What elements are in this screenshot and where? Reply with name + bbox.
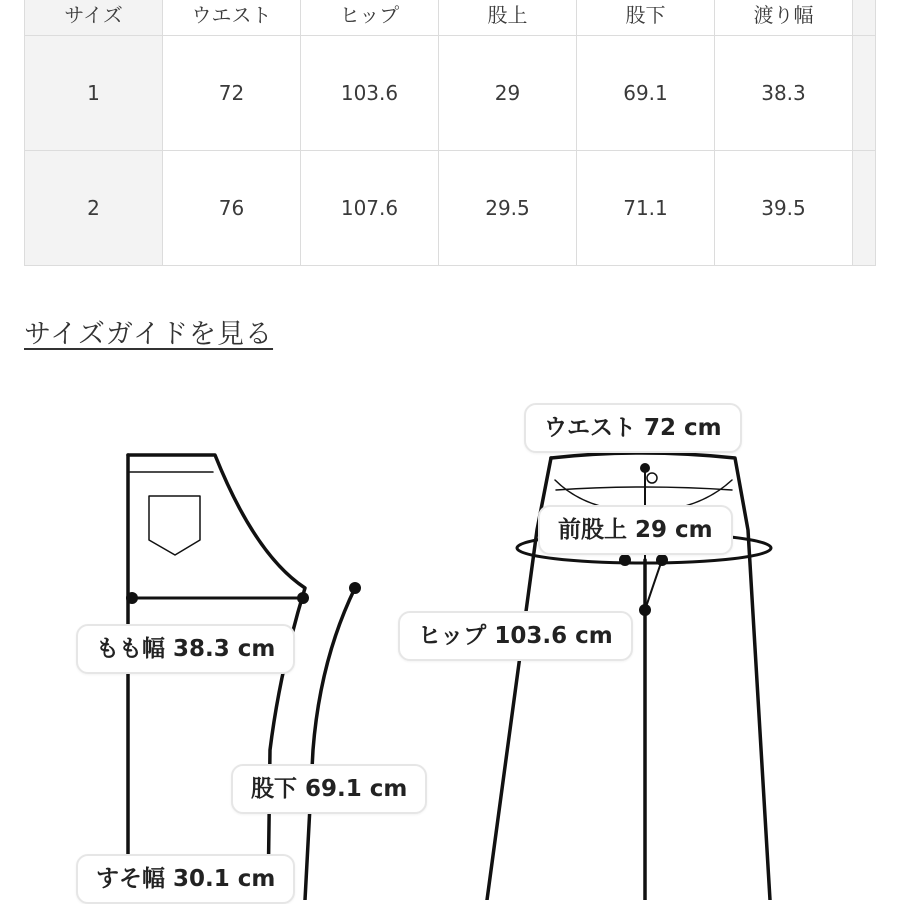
table-cell: 29.5 [439, 151, 577, 266]
header-waist-label: ウエスト [191, 3, 272, 27]
header-size [25, 0, 163, 36]
table-cell: 72 [163, 36, 301, 151]
waist-label: ウエスト 72 cm [524, 403, 742, 453]
table-cell: 2 [25, 151, 163, 266]
header-overflow-cell [853, 0, 876, 36]
hip-label: ヒップ 103.6 cm [398, 611, 633, 661]
header-thigh-label: 渡り幅 [753, 3, 814, 27]
table-cell: 107.6 [301, 151, 439, 266]
table-cell: 38.3 [715, 36, 853, 151]
size-table [24, 0, 876, 266]
header-waist [163, 0, 301, 36]
header-size-label: サイズ [64, 3, 123, 27]
thigh-label: もも幅 38.3 cm [76, 624, 295, 674]
header-inseam-label: 股下 [625, 3, 666, 27]
header-rise-label: 股上 [487, 3, 528, 27]
hem-label: すそ幅 30.1 cm [76, 854, 295, 904]
table-cell: 76 [163, 151, 301, 266]
header-inseam [577, 0, 715, 36]
inseam-label: 股下 69.1 cm [231, 764, 427, 814]
header-hip-label: ヒップ [339, 3, 400, 27]
overflow-cell [853, 36, 876, 151]
button-icon [647, 473, 657, 483]
size-guide-link[interactable]: サイズガイドを見る [24, 319, 274, 350]
header-thigh [715, 0, 853, 36]
table-cell: 103.6 [301, 36, 439, 151]
table-cell: 1 [25, 36, 163, 151]
front-rise-label: 前股上 29 cm [538, 505, 733, 555]
header-hip [301, 0, 439, 36]
table-cell: 39.5 [715, 151, 853, 266]
table-cell: 71.1 [577, 151, 715, 266]
side-view-pants [128, 455, 355, 900]
table-cell: 69.1 [577, 36, 715, 151]
table-row [25, 36, 876, 151]
measurement-diagram [0, 380, 900, 900]
table-row [25, 151, 876, 266]
header-rise [439, 0, 577, 36]
table-header-row [25, 0, 876, 36]
table-cell: 29 [439, 36, 577, 151]
overflow-cell [853, 151, 876, 266]
